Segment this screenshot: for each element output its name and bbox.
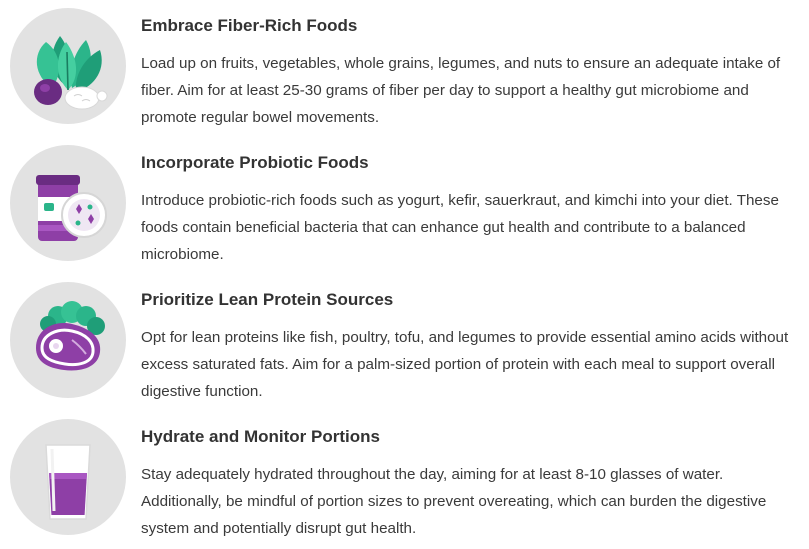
tip-description: Introduce probiotic-rich foods such as yogurt, kefir, sauerkraut, and kimchi into your diet. These foods contain beneficial bacteria that can enhance gut health and contribute to a balanced microbiome. — [141, 192, 779, 263]
tip-item-protein — [0, 274, 809, 411]
tip-item-hydration — [0, 411, 809, 548]
tip-title: Hydrate and Monitor Portions — [141, 427, 380, 446]
leafy-vegetables-icon — [10, 8, 126, 124]
tip-title: Incorporate Probiotic Foods — [141, 153, 369, 172]
tip-title: Prioritize Lean Protein Sources — [141, 290, 394, 309]
tip-title: Embrace Fiber-Rich Foods — [141, 16, 358, 35]
water-glass-icon — [10, 419, 126, 535]
tip-description: Opt for lean proteins like fish, poultry, tofu, and legumes to provide essential amino acids without excess saturated fats. Aim for a palm-sized portion of protein with each meal to support overall digestive function. — [141, 329, 789, 400]
tip-description: Load up on fruits, vegetables, whole grains, legumes, and nuts to ensure an adequate intake of fiber. Aim for at least 25-30 grams of fiber per day to support a healthy gut microbiome and promote regular bowel movements. — [141, 55, 781, 126]
probiotic-yogurt-icon — [10, 145, 126, 261]
tip-description: Stay adequately hydrated throughout the day, aiming for at least 8-10 glasses of water. Additionally, be mindful of portion sizes to prevent overeating, which can burden the digestive system and potentially disrupt gut health. — [141, 466, 767, 537]
tip-item-fiber — [0, 0, 809, 137]
lean-protein-steak-icon — [10, 282, 126, 398]
tip-item-probiotic — [0, 137, 809, 274]
